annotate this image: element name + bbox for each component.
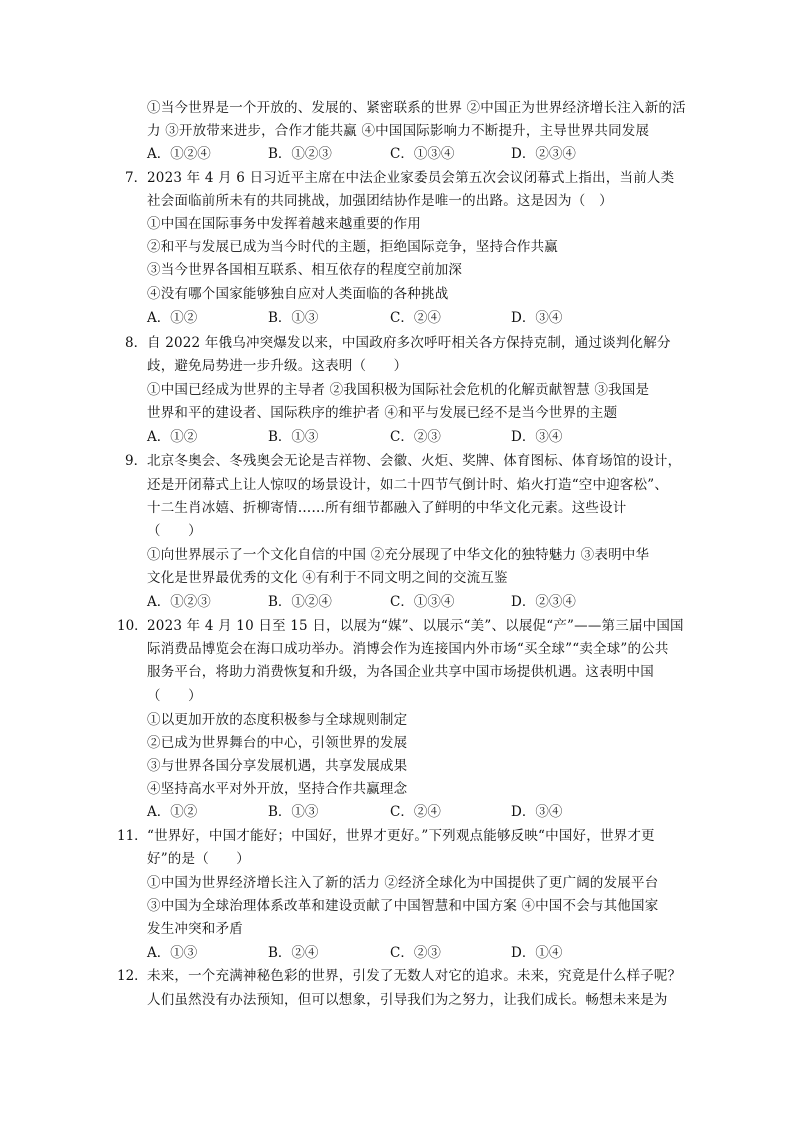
q12-number: 12． <box>117 968 148 984</box>
q9-statement-line-1: ①向世界展示了一个文化自信的中国 ②充分展现了中华文化的独特魅力 ③表明中华 <box>147 547 650 563</box>
q8-option-a: A．①② <box>147 429 198 445</box>
q6-option-b: B．①②③ <box>268 146 332 162</box>
q7-stem-line-1: 2023 年 4 月 6 日习近平主席在中法企业家委员会第五次会议闭幕式上指出，当前人类 <box>147 170 675 186</box>
q9-option-a: A．①②③ <box>147 594 211 610</box>
q7-item-1: ①中国在国际事务中发挥着越来越重要的作用 <box>147 216 421 232</box>
q9-option-d: D．②③④ <box>511 594 576 610</box>
q10-option-d: D．③④ <box>511 804 563 820</box>
q8-statement-line-2: 世界和平的建设者、国际秩序的维护者 ④和平与发展已经不是当今世界的主题 <box>147 405 618 421</box>
q11-option-c: C．②③ <box>390 945 441 961</box>
q10-option-a: A．①② <box>147 804 198 820</box>
q10-option-c: C．②④ <box>390 804 441 820</box>
q10-item-1: ①以更加开放的态度积极参与全球规则制定 <box>147 712 408 728</box>
q8-option-d: D．③④ <box>511 429 563 445</box>
q9-stem-line-1: 北京冬奥会、冬残奥会无论是吉祥物、会徽、火炬、奖牌、体育图标、体育场馆的设计， <box>147 453 682 469</box>
q7-option-d: D．③④ <box>511 310 563 326</box>
q12-stem-line-1: 未来，一个充满神秘色彩的世界，引发了无数人对它的追求。未来，究竟是什么样子呢？ <box>147 968 682 984</box>
q9-stem-line-3: 十二生肖冰嬉、折柳寄情……所有细节都融入了鲜明的中华文化元素。这些设计 <box>147 500 627 516</box>
q7-item-2: ②和平与发展已成为当今时代的主题，拒绝国际竞争，坚持合作共赢 <box>147 239 558 255</box>
q8-stem-line-1: 自 2022 年俄乌冲突爆发以来，中国政府多次呼吁相关各方保持克制，通过谈判化解分 <box>147 335 671 351</box>
q11-stem-line-2: 好”的是（ ） <box>147 851 251 867</box>
q9-option-c: C．①③④ <box>390 594 455 610</box>
q9-number: 9． <box>125 453 148 469</box>
q6-option-d: D．②③④ <box>511 146 576 162</box>
q6-option-a: A．①②④ <box>147 146 211 162</box>
q10-number: 10． <box>117 618 148 634</box>
q8-number: 8． <box>125 335 148 351</box>
q6-statement-line-1: ①当今世界是一个开放的、发展的、紧密联系的世界 ②中国正为世界经济增长注入新的活 <box>147 100 686 116</box>
q9-statement-line-2: 文化是世界最优秀的文化 ④有利于不同文明之间的交流互鉴 <box>147 570 508 586</box>
q11-stem-line-1: “世界好，中国才能好；中国好，世界才更好。”下列观点能够反映“中国好，世界才更 <box>147 828 655 844</box>
q10-stem-line-1: 2023 年 4 月 10 日至 15 日，以展为“媒”、以展示“美”、以展促“产”——第三届中国国 <box>147 618 684 634</box>
q9-stem-line-4: （ ） <box>147 523 202 539</box>
q11-option-a: A．①③ <box>147 945 198 961</box>
q8-option-c: C．②③ <box>390 429 441 445</box>
q11-statement-line-1: ①中国为世界经济增长注入了新的活力 ②经济全球化为中国提供了更广阔的发展平台 <box>147 875 659 891</box>
q7-option-c: C．②④ <box>390 310 441 326</box>
q8-stem-line-2: 歧，避免局势进一步升级。这表明（ ） <box>147 358 408 374</box>
q10-item-4: ④坚持高水平对外开放，坚持合作共赢理念 <box>147 781 408 797</box>
q10-item-2: ②已成为世界舞台的中心，引领世界的发展 <box>147 735 408 751</box>
q11-statement-line-2: ③中国为全球治理体系改革和建设贡献了中国智慧和中国方案 ④中国不会与其他国家 <box>147 898 659 914</box>
q10-item-3: ③与世界各国分享发展机遇，共享发展成果 <box>147 758 408 774</box>
q7-item-3: ③当今世界各国相互联系、相互依存的程度空前加深 <box>147 262 463 278</box>
q7-item-4: ④没有哪个国家能够独自应对人类面临的各种挑战 <box>147 286 449 302</box>
q8-statement-line-1: ①中国已经成为世界的主导者 ②我国积极为国际社会危机的化解贡献智慧 ③我国是 <box>147 382 650 398</box>
q11-option-b: B．②④ <box>268 945 319 961</box>
q7-number: 7． <box>125 170 148 186</box>
q7-option-b: B．①③ <box>268 310 319 326</box>
q10-stem-line-3: 服务平台，将助力消费恢复和升级，为各国企业共享中国市场提供机遇。这表明中国 <box>147 664 654 680</box>
q12-stem-line-2: 人们虽然没有办法预知，但可以想象，引导我们为之努力，让我们成长。畅想未来是为 <box>147 992 668 1008</box>
q9-option-b: B．①②④ <box>268 594 332 610</box>
q11-number: 11． <box>117 828 148 844</box>
q6-option-c: C．①③④ <box>390 146 455 162</box>
q8-option-b: B．①③ <box>268 429 319 445</box>
q7-option-a: A．①② <box>147 310 198 326</box>
q10-stem-line-2: 际消费品博览会在海口成功举办。消博会作为连接国内外市场“买全球”“卖全球”的公共 <box>147 641 669 657</box>
q9-stem-line-2: 还是开闭幕式上让人惊叹的场景设计，如二十四节气倒计时、焰火打造“空中迎客松”、 <box>147 477 669 493</box>
q11-statement-line-3: 发生冲突和矛盾 <box>147 921 243 937</box>
q10-stem-line-4: （ ） <box>147 688 202 704</box>
q7-stem-line-2: 社会面临前所未有的共同挑战，加强团结协作是唯一的出路。这是因为（ ） <box>147 193 613 209</box>
q11-option-d: D．①④ <box>511 945 563 961</box>
q10-option-b: B．①③ <box>268 804 319 820</box>
q6-statement-line-2: 力 ③开放带来进步，合作才能共赢 ④中国国际影响力不断提升，主导世界共同发展 <box>147 123 650 139</box>
